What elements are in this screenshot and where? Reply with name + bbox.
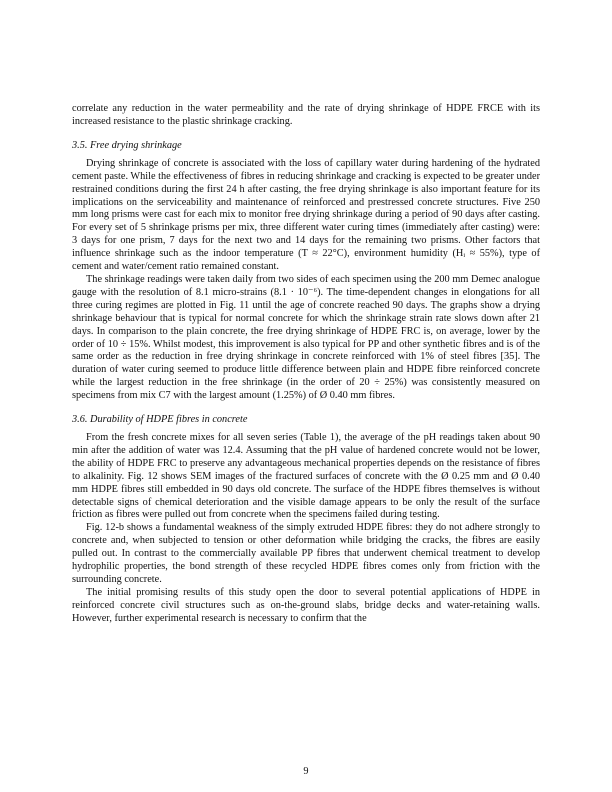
section-heading-3-6: 3.6. Durability of HDPE fibres in concrete <box>72 414 248 426</box>
paragraph: The shrinkage readings were taken daily from two sides of each specimen using the 200 mm Demec analogue gauge with the resolution of 8.1 micro-strains (8.1 · 10⁻⁶). The time-dependent changes in elongations for all three curing regimes are plotted in Fig. 11 until the age of concrete reached 90 days. The graphs show a drying shrinkage behaviour that is typical for normal concrete for which the shrinkage strain rate slows down after 21 days. In comparison to the plain concrete, the free drying shrinkage of HDPE FRC is, on average, lower by the order of 10 ÷ 15%. Whilst modest, this improvement is also typical for PP and other synthetic fibres and is of the same order as the reduction in free drying shrinkage in concrete reinforced with 1% of steel fibres [35]. The duration of water curing seemed to produce little difference between plain and HDPE fibre reinforced concrete while the largest reduction in the free shrinkage (in the order of 20 ÷ 25%) was consistently measured on specimens from mix C7 with the largest amount (1.25%) of Ø 0.40 mm fibres. <box>72 273 540 402</box>
paragraph: From the fresh concrete mixes for all seven series (Table 1), the average of the pH readings taken about 90 min after the addition of water was 12.4. Assuming that the pH value of hardened concrete would not be lower, the ability of HDPE FRC to preserve any advantageous mechanical properties depends on the resistance of fibres to alkalinity. Fig. 12 shows SEM images of the fractured surfaces of concrete with the Ø 0.25 mm and Ø 0.40 mm HDPE fibres still embedded in 90 days old concrete. The surface of the HDPE fibres themselves is without detectable signs of chemical deterioration and the visible damage appears to be only the result of the surface friction as fibres were pulled out from concrete when the specimens failed during testing. <box>72 432 540 521</box>
page-body <box>72 103 540 626</box>
paragraph: Drying shrinkage of concrete is associated with the loss of capillary water during hardening of the hydrated cement paste. While the effectiveness of fibres in reducing shrinkage and cracking is expected to be greater under restrained conditions during the first 24 h after casting, the free drying shrinkage is also important feature for its implications on the serviceability and maintenance of reinforced and prestressed concrete structures. Five 250 mm long prisms were cast for each mix to monitor free drying shrinkage during a period of 90 days after casting. For every set of 5 shrinkage prisms per mix, three different water curing times (immediately after casting) were: 3 days for one prism, 7 days for the next two and 14 days for the remaining two prisms. Other factors that influence shrinkage such as the indoor temperature (T ≈ 22°C), environment humidity (Hᵢ ≈ 55%), type of cement and water/cement ratio remained constant. <box>72 157 540 273</box>
paragraph: The initial promising results of this study open the door to several potential applications of HDPE in reinforced concrete civil structures such as on-the-ground slabs, bridge decks and water-retaining walls. However, further experimental research is necessary to confirm that the <box>72 586 540 624</box>
paragraph: Fig. 12-b shows a fundamental weakness of the simply extruded HDPE fibres: they do not adhere strongly to concrete and, when subjected to tension or other deformation while bridging the cracks, the fibres are easily pulled out. In contrast to the commercially available PP fibres that underwent chemical treatment to develop hydrophilic properties, the bond strength of these recycled HDPE fibres comes only from friction with the surrounding concrete. <box>72 522 540 585</box>
intro-paragraph: correlate any reduction in the water permeability and the rate of drying shrinkage of HDPE FRCE with its increased resistance to the plastic shrinkage cracking. <box>72 103 540 127</box>
page-number: 9 <box>303 766 309 777</box>
section-heading-3-5: 3.5. Free drying shrinkage <box>72 139 182 151</box>
